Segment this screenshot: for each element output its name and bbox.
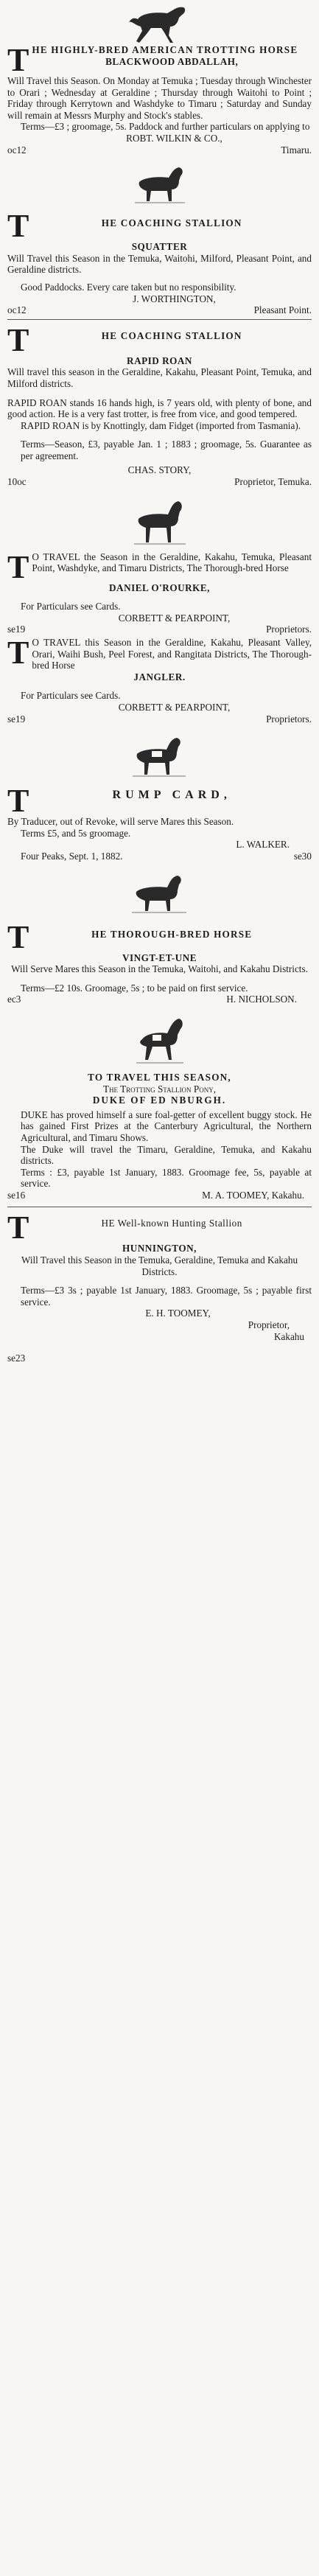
ad-code: se30: [293, 850, 312, 862]
trotting-horse-illustration: [125, 3, 195, 44]
horse-name: DUKE OF ED NBURGH.: [92, 1095, 227, 1106]
horse-name: DANIEL O'ROURKE,: [109, 582, 210, 593]
ad-signature: CHAS. STORY,: [127, 464, 192, 476]
drop-cap: T: [7, 321, 29, 358]
ad-headline: RUMP CARD,: [112, 789, 231, 802]
ad-duke-of-edinburgh: [7, 1014, 312, 1201]
pony-illustration: [130, 1014, 189, 1067]
drop-cap: T: [7, 208, 29, 245]
ad-headline: HE THOROUGH-BRED HORSE: [91, 928, 253, 940]
divider: [7, 319, 312, 320]
ad-jangler: [7, 637, 312, 725]
ad-body: O TRAVEL the Season in the Geraldine, Kakahu, Temuka, Pleasant Point, Washdyke, and Timaru Districts, The Thorough-bred Horse: [32, 551, 312, 574]
ad-code: ec3: [7, 994, 21, 1005]
ad-subhead: The Trotting Stallion Pony,: [103, 1083, 216, 1095]
ad-place: Proprietors.: [266, 624, 312, 635]
ad-headline: HE COACHING STALLION: [101, 329, 242, 341]
ad-signature: M. A. TOOMEY, Kakahu.: [202, 1189, 304, 1201]
ad-body: Will Travel this Season in the Temuka, Waitohi, Milford, Pleasant Point, and Geraldine districts.: [7, 252, 312, 276]
horse-name: JANGLER.: [133, 671, 186, 683]
ad-vingt-et-une: [7, 873, 312, 1005]
ad-signature: L. WALKER.: [236, 839, 290, 851]
drop-cap: T: [7, 548, 29, 585]
horse-name: SQUATTER: [131, 241, 188, 253]
drop-cap: T: [7, 42, 29, 78]
drop-cap: T: [7, 918, 29, 955]
ad-place: Kakahu: [273, 1330, 304, 1342]
ad-signature: CORBETT & PEARPOINT,: [118, 612, 231, 624]
ad-hunnington: [7, 1212, 312, 1364]
ad-code: oc12: [7, 144, 27, 156]
ad-body: Will Travel this Season. On Monday at Temuka ; Tuesday through Winchester to Orari ; Wednesday at Geraldine ; Thursday through Waitohi to Point ; Friday through Kerrytown and Washdyke to Timaru ; Saturday and Sunday will remain at Messrs Murphy and Stock's stables.: [7, 75, 312, 121]
thoroughbred-horse-illustration: [126, 873, 194, 915]
ad-code: 10oc: [7, 476, 27, 488]
ad-code: se23: [7, 1352, 26, 1364]
racehorse-illustration: [127, 735, 193, 779]
ad-signature: E. H. TOOMEY,: [145, 1308, 211, 1319]
horse-name: HUNNINGTON,: [122, 1243, 197, 1254]
ad-place: Proprietors.: [266, 713, 312, 725]
ad-signature: CORBETT & PEARPOINT,: [118, 702, 231, 713]
drop-cap: T: [7, 1210, 29, 1246]
ad-signature: ROBT. WILKIN & CO.,: [126, 132, 222, 144]
ad-notice: Good Paddocks. Every care taken but no responsibility.: [21, 281, 236, 293]
ad-body: Will Travel this Season in the Temuka, Geraldine, Temuka and Kakahu Districts.: [21, 1254, 298, 1277]
ad-place: Proprietor, Temuka.: [234, 476, 312, 488]
ad-signature: H. NICHOLSON.: [226, 994, 297, 1005]
ad-signature: J. WORTHINGTON,: [133, 293, 216, 304]
ad-body: Will travel this season in the Geraldine, Kakahu, Pleasant Point, Temuka, and Milford districts.: [7, 366, 312, 389]
ad-squatter: [7, 164, 312, 316]
ad-terms: Terms : £3, payable 1st January, 1883. Groomage fee, 5s, payable at service.: [21, 1166, 312, 1190]
ad-terms: Terms—Season, £3, payable Jan. 1 ; 1883 ; groomage, 5s. Guarantee as per agreement.: [21, 439, 312, 461]
ad-place: Timaru.: [281, 144, 312, 156]
horse-name: VINGT-ET-UNE: [122, 952, 197, 963]
ad-body-2: RAPID ROAN stands 16 hands high, is 7 years old, with plenty of bone, and good action. He is a very fast trotter, is free from vice, and good tempered.: [7, 397, 312, 420]
ad-code: se16: [7, 1189, 26, 1201]
ad-body-3: RAPID ROAN is by Knottingly, dam Fidget (imported from Tasmania).: [21, 419, 301, 431]
ad-blackwood-abdallah: [7, 0, 312, 156]
ad-terms: Terms—£2 10s. Groomage, 5s ; to be paid on first service.: [21, 982, 248, 994]
ad-code: se19: [7, 713, 26, 725]
ad-notice: For Particulars see Cards.: [21, 690, 121, 702]
ad-body: Will Serve Mares this Season in the Temuka, Waitohi, and Kakahu Districts.: [11, 963, 308, 975]
ad-headline: HE HIGHLY-BRED AMERICAN TROTTING HORSE: [32, 44, 298, 55]
thoroughbred-horse-illustration: [128, 498, 192, 547]
stallion-illustration: [127, 164, 192, 206]
ad-headline: HE Well-known Hunting Stallion: [101, 1218, 242, 1229]
ad-headline: HE COACHING STALLION: [101, 217, 242, 229]
ad-code: oc12: [7, 304, 27, 316]
ad-place: Pleasant Point.: [253, 304, 312, 316]
ad-proprietor-label: Proprietor,: [248, 1319, 290, 1331]
ad-body-2: The Duke will travel the Timaru, Geraldine, Temuka, and Kakahu districts.: [21, 1143, 312, 1167]
ad-daniel-orourke: [7, 498, 312, 635]
horse-name: BLACKWOOD ABDALLAH,: [105, 55, 239, 67]
drop-cap: T: [7, 783, 29, 820]
ad-terms: Terms £5, and 5s groomage.: [21, 827, 131, 839]
ad-dateline: Four Peaks, Sept. 1, 1882.: [21, 850, 123, 862]
ad-terms: Terms—£3 3s ; payable 1st January, 1883. Groomage, 5s ; payable first service.: [21, 1285, 312, 1308]
ad-code: se19: [7, 624, 26, 635]
ad-body: O TRAVEL this Season in the Geraldine, Kakahu, Pleasant Valley, Orari, Waihi Bush, Peel Forest, and Rangitata Districts, The Thorough-bred Horse: [32, 637, 312, 671]
ad-body: By Traducer, out of Revoke, will serve Mares this Season.: [7, 816, 234, 828]
drop-cap: T: [7, 635, 29, 671]
ad-headline: TO TRAVEL THIS SEASON,: [88, 1071, 231, 1083]
ad-notice: For Particulars see Cards.: [21, 601, 121, 612]
ad-rapid-roan: [7, 321, 312, 488]
ad-trump-card: [7, 735, 312, 862]
ad-terms: Terms—£3 ; groomage, 5s. Paddock and further particulars on applying to: [21, 121, 310, 133]
horse-name: RAPID ROAN: [127, 355, 192, 366]
ad-body: DUKE has proved himself a sure foal-getter of excellent buggy stock. He has gained First Prizes at the Canterbury Agricultural, the Northern Agricultural, and Timaru Shows.: [21, 1109, 312, 1143]
